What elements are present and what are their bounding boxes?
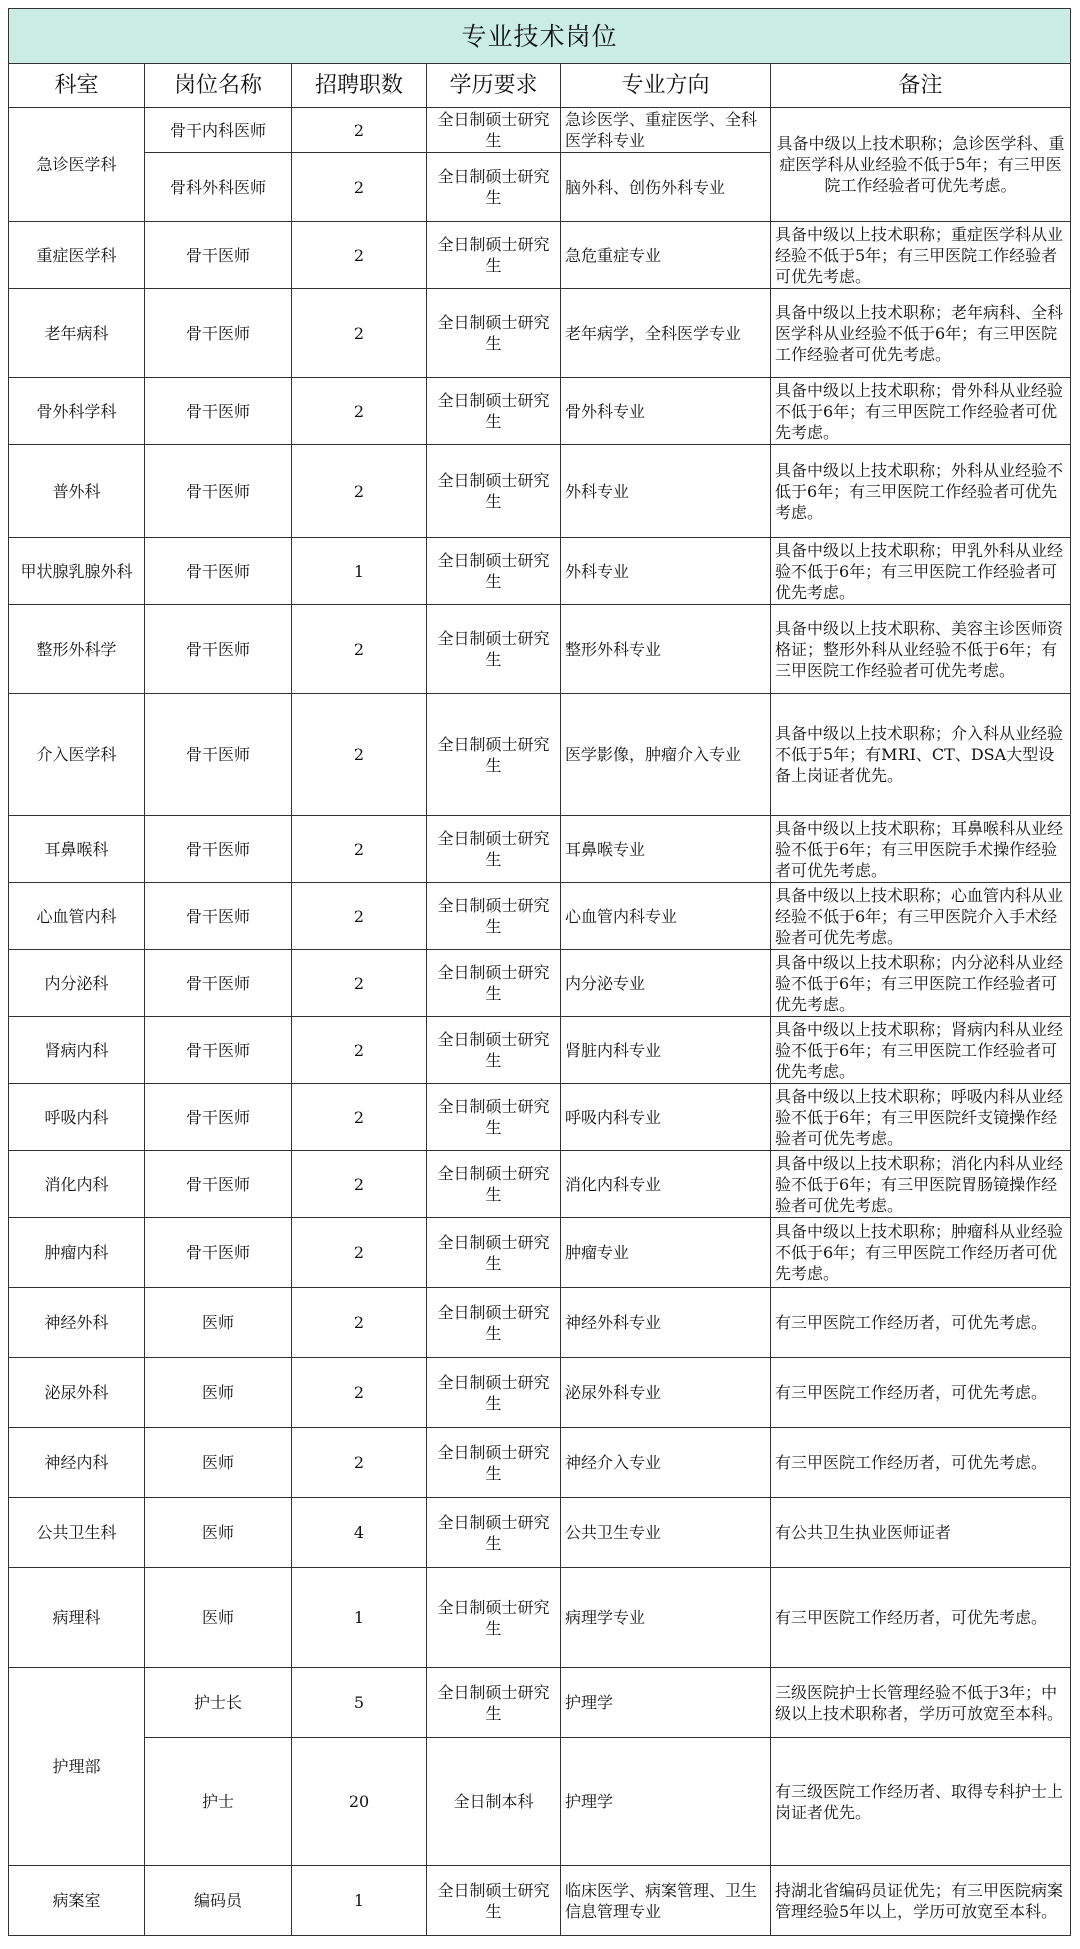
count-cell: 2	[292, 222, 427, 289]
table-row	[9, 445, 1071, 538]
note-cell: 具备中级以上技术职称；甲乳外科从业经验不低于6年；有三甲医院工作经验者可优先考虑。	[771, 538, 1071, 605]
count-cell: 2	[292, 289, 427, 378]
major-cell: 老年病学，全科医学专业	[561, 289, 771, 378]
position-cell: 骨科外科医师	[145, 153, 292, 222]
count-cell: 2	[292, 1358, 427, 1428]
position-cell: 骨干医师	[145, 1084, 292, 1151]
note-cell: 具备中级以上技术职称；消化内科从业经验不低于6年；有三甲医院胃肠镜操作经验者可优先考虑。	[771, 1151, 1071, 1218]
major-cell: 神经介入专业	[561, 1428, 771, 1498]
table-row	[9, 950, 1071, 1017]
note-cell: 具备中级以上技术职称；耳鼻喉科从业经验不低于6年；有三甲医院手术操作经验者可优先考虑。	[771, 816, 1071, 883]
education-cell: 全日制硕士研究生	[427, 1668, 561, 1738]
major-cell: 外科专业	[561, 445, 771, 538]
position-cell: 护士长	[145, 1668, 292, 1738]
position-cell: 骨干医师	[145, 605, 292, 694]
dept-cell: 病理科	[9, 1568, 145, 1668]
education-cell: 全日制硕士研究生	[427, 1428, 561, 1498]
count-cell: 1	[292, 538, 427, 605]
header-dept: 科室	[9, 64, 145, 108]
major-cell: 外科专业	[561, 538, 771, 605]
education-cell: 全日制硕士研究生	[427, 378, 561, 445]
count-cell: 2	[292, 1084, 427, 1151]
header-note: 备注	[771, 64, 1071, 108]
dept-cell: 神经外科	[9, 1288, 145, 1358]
table-title: 专业技术岗位	[9, 9, 1071, 64]
note-cell: 有三甲医院工作经历者，可优先考虑。	[771, 1568, 1071, 1668]
major-cell: 脑外科、创伤外科专业	[561, 153, 771, 222]
table-row	[9, 1151, 1071, 1218]
major-cell: 护理学	[561, 1738, 771, 1866]
table-row	[9, 883, 1071, 950]
dept-cell: 神经内科	[9, 1428, 145, 1498]
count-cell: 2	[292, 445, 427, 538]
position-cell: 骨干医师	[145, 538, 292, 605]
note-cell: 具备中级以上技术职称；肾病内科从业经验不低于6年；有三甲医院工作经验者可优先考虑。	[771, 1017, 1071, 1084]
dept-cell: 普外科	[9, 445, 145, 538]
dept-cell: 急诊医学科	[9, 108, 145, 222]
dept-cell: 肾病内科	[9, 1017, 145, 1084]
position-cell: 骨干医师	[145, 950, 292, 1017]
header-major: 专业方向	[561, 64, 771, 108]
table-row	[9, 816, 1071, 883]
position-cell: 骨干医师	[145, 289, 292, 378]
major-cell: 病理学专业	[561, 1568, 771, 1668]
dept-cell: 重症医学科	[9, 222, 145, 289]
dept-cell: 肿瘤内科	[9, 1218, 145, 1288]
count-cell: 5	[292, 1668, 427, 1738]
header-position: 岗位名称	[145, 64, 292, 108]
major-cell: 急危重症专业	[561, 222, 771, 289]
education-cell: 全日制硕士研究生	[427, 694, 561, 816]
position-cell: 骨干医师	[145, 222, 292, 289]
position-cell: 骨干医师	[145, 445, 292, 538]
education-cell: 全日制硕士研究生	[427, 1288, 561, 1358]
position-cell: 骨干医师	[145, 1218, 292, 1288]
dept-cell: 消化内科	[9, 1151, 145, 1218]
note-cell: 具备中级以上技术职称；重症医学科从业经验不低于5年；有三甲医院工作经验者可优先考虑。	[771, 222, 1071, 289]
major-cell: 护理学	[561, 1668, 771, 1738]
dept-cell: 骨外科学科	[9, 378, 145, 445]
major-cell: 公共卫生专业	[561, 1498, 771, 1568]
position-cell: 医师	[145, 1428, 292, 1498]
position-cell: 编码员	[145, 1866, 292, 1936]
positions-table	[8, 8, 1071, 1936]
note-cell: 具备中级以上技术职称；介入科从业经验不低于5年；有MRI、CT、DSA大型设备上岗证者优先。	[771, 694, 1071, 816]
position-cell: 骨干医师	[145, 1151, 292, 1218]
count-cell: 2	[292, 378, 427, 445]
note-cell: 有三甲医院工作经历者，可优先考虑。	[771, 1358, 1071, 1428]
table-row	[9, 1498, 1071, 1568]
education-cell: 全日制硕士研究生	[427, 1498, 561, 1568]
major-cell: 骨外科专业	[561, 378, 771, 445]
count-cell: 2	[292, 605, 427, 694]
table-row	[9, 108, 1071, 153]
table-row	[9, 1738, 1071, 1866]
education-cell: 全日制硕士研究生	[427, 538, 561, 605]
major-cell: 医学影像，肿瘤介入专业	[561, 694, 771, 816]
major-cell: 整形外科专业	[561, 605, 771, 694]
table-row	[9, 1084, 1071, 1151]
education-cell: 全日制本科	[427, 1738, 561, 1866]
table-row	[9, 1866, 1071, 1936]
education-cell: 全日制硕士研究生	[427, 1358, 561, 1428]
dept-cell: 老年病科	[9, 289, 145, 378]
major-cell: 内分泌专业	[561, 950, 771, 1017]
education-cell: 全日制硕士研究生	[427, 1568, 561, 1668]
major-cell: 消化内科专业	[561, 1151, 771, 1218]
note-cell: 具备中级以上技术职称、美容主诊医师资格证；整形外科从业经验不低于6年；有三甲医院工作经验者可优先考虑。	[771, 605, 1071, 694]
note-cell: 具备中级以上技术职称；急诊医学科、重症医学科从业经验不低于5年；有三甲医院工作经验者可优先考虑。	[771, 108, 1071, 222]
header-education: 学历要求	[427, 64, 561, 108]
dept-cell: 泌尿外科	[9, 1358, 145, 1428]
position-cell: 骨干医师	[145, 694, 292, 816]
major-cell: 耳鼻喉专业	[561, 816, 771, 883]
table-row	[9, 1017, 1071, 1084]
dept-cell: 病案室	[9, 1866, 145, 1936]
dept-cell: 公共卫生科	[9, 1498, 145, 1568]
education-cell: 全日制硕士研究生	[427, 883, 561, 950]
major-cell: 泌尿外科专业	[561, 1358, 771, 1428]
header-count: 招聘职数	[292, 64, 427, 108]
table-row	[9, 222, 1071, 289]
education-cell: 全日制硕士研究生	[427, 816, 561, 883]
education-cell: 全日制硕士研究生	[427, 445, 561, 538]
note-cell: 具备中级以上技术职称；心血管内科从业经验不低于6年；有三甲医院介入手术经验者可优先考虑。	[771, 883, 1071, 950]
note-cell: 具备中级以上技术职称；骨外科从业经验不低于6年；有三甲医院工作经验者可优先考虑。	[771, 378, 1071, 445]
table-row	[9, 289, 1071, 378]
table-row	[9, 1668, 1071, 1738]
education-cell: 全日制硕士研究生	[427, 153, 561, 222]
major-cell: 肿瘤专业	[561, 1218, 771, 1288]
count-cell: 2	[292, 1151, 427, 1218]
education-cell: 全日制硕士研究生	[427, 1084, 561, 1151]
education-cell: 全日制硕士研究生	[427, 1866, 561, 1936]
note-cell: 有三甲医院工作经历者，可优先考虑。	[771, 1288, 1071, 1358]
position-cell: 骨干医师	[145, 883, 292, 950]
note-cell: 有三甲医院工作经历者，可优先考虑。	[771, 1428, 1071, 1498]
note-cell: 持湖北省编码员证优先；有三甲医院病案管理经验5年以上，学历可放宽至本科。	[771, 1866, 1071, 1936]
education-cell: 全日制硕士研究生	[427, 605, 561, 694]
note-cell: 有公共卫生执业医师证者	[771, 1498, 1071, 1568]
table-row	[9, 694, 1071, 816]
major-cell: 神经外科专业	[561, 1288, 771, 1358]
count-cell: 2	[292, 1218, 427, 1288]
note-cell: 具备中级以上技术职称；内分泌科从业经验不低于6年；有三甲医院工作经验者可优先考虑。	[771, 950, 1071, 1017]
position-cell: 骨干医师	[145, 1017, 292, 1084]
count-cell: 2	[292, 816, 427, 883]
dept-cell: 耳鼻喉科	[9, 816, 145, 883]
table-row	[9, 1218, 1071, 1288]
major-cell: 肾脏内科专业	[561, 1017, 771, 1084]
major-cell: 急诊医学、重症医学、全科医学科专业	[561, 108, 771, 153]
position-cell: 医师	[145, 1498, 292, 1568]
education-cell: 全日制硕士研究生	[427, 1218, 561, 1288]
count-cell: 2	[292, 950, 427, 1017]
count-cell: 2	[292, 1288, 427, 1358]
table-row	[9, 1358, 1071, 1428]
table-row	[9, 1288, 1071, 1358]
dept-cell: 甲状腺乳腺外科	[9, 538, 145, 605]
table-row	[9, 378, 1071, 445]
note-cell: 具备中级以上技术职称；肿瘤科从业经验不低于6年；有三甲医院工作经历者可优先考虑。	[771, 1218, 1071, 1288]
table-row	[9, 1428, 1071, 1498]
major-cell: 心血管内科专业	[561, 883, 771, 950]
major-cell: 呼吸内科专业	[561, 1084, 771, 1151]
position-cell: 骨干医师	[145, 378, 292, 445]
note-cell: 三级医院护士长管理经验不低于3年；中级以上技术职称者，学历可放宽至本科。	[771, 1668, 1071, 1738]
note-cell: 具备中级以上技术职称；老年病科、全科医学科从业经验不低于6年；有三甲医院工作经验者可优先考虑。	[771, 289, 1071, 378]
position-cell: 医师	[145, 1358, 292, 1428]
count-cell: 2	[292, 108, 427, 153]
table-row	[9, 605, 1071, 694]
education-cell: 全日制硕士研究生	[427, 950, 561, 1017]
position-cell: 医师	[145, 1288, 292, 1358]
count-cell: 1	[292, 1866, 427, 1936]
dept-cell: 呼吸内科	[9, 1084, 145, 1151]
position-cell: 骨干医师	[145, 816, 292, 883]
note-cell: 有三级医院工作经历者、取得专科护士上岗证者优先。	[771, 1738, 1071, 1866]
count-cell: 2	[292, 1017, 427, 1084]
count-cell: 4	[292, 1498, 427, 1568]
education-cell: 全日制硕士研究生	[427, 289, 561, 378]
note-cell: 具备中级以上技术职称；外科从业经验不低于6年；有三甲医院工作经验者可优先考虑。	[771, 445, 1071, 538]
dept-cell: 整形外科学	[9, 605, 145, 694]
count-cell: 1	[292, 1568, 427, 1668]
count-cell: 20	[292, 1738, 427, 1866]
dept-cell: 心血管内科	[9, 883, 145, 950]
count-cell: 2	[292, 153, 427, 222]
education-cell: 全日制硕士研究生	[427, 1017, 561, 1084]
major-cell: 临床医学、病案管理、卫生信息管理专业	[561, 1866, 771, 1936]
dept-cell: 护理部	[9, 1668, 145, 1866]
table-row	[9, 538, 1071, 605]
education-cell: 全日制硕士研究生	[427, 108, 561, 153]
count-cell: 2	[292, 883, 427, 950]
table-row	[9, 1568, 1071, 1668]
dept-cell: 内分泌科	[9, 950, 145, 1017]
dept-cell: 介入医学科	[9, 694, 145, 816]
note-cell: 具备中级以上技术职称；呼吸内科从业经验不低于6年；有三甲医院纤支镜操作经验者可优先考虑。	[771, 1084, 1071, 1151]
position-cell: 护士	[145, 1738, 292, 1866]
education-cell: 全日制硕士研究生	[427, 222, 561, 289]
count-cell: 2	[292, 694, 427, 816]
count-cell: 2	[292, 1428, 427, 1498]
education-cell: 全日制硕士研究生	[427, 1151, 561, 1218]
position-cell: 骨干内科医师	[145, 108, 292, 153]
position-cell: 医师	[145, 1568, 292, 1668]
